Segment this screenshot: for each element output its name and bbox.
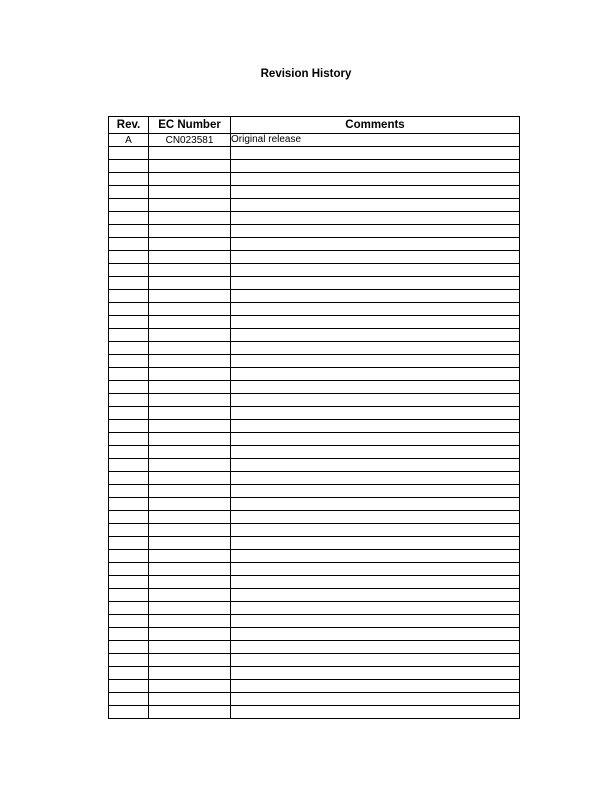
comments-cell <box>231 238 520 251</box>
rev-cell <box>109 355 149 368</box>
table-row <box>109 407 520 420</box>
ec-number-cell <box>149 550 231 563</box>
table-row <box>109 251 520 264</box>
comments-cell <box>231 615 520 628</box>
comments-cell: Original release <box>231 134 520 147</box>
ec-number-cell <box>149 589 231 602</box>
comments-cell <box>231 186 520 199</box>
table-row <box>109 147 520 160</box>
rev-cell <box>109 381 149 394</box>
comments-cell <box>231 667 520 680</box>
rev-cell <box>109 602 149 615</box>
table-row <box>109 602 520 615</box>
ec-number-cell <box>149 654 231 667</box>
table-row <box>109 355 520 368</box>
table-row <box>109 264 520 277</box>
table-row <box>109 303 520 316</box>
table-row <box>109 511 520 524</box>
comments-cell <box>231 485 520 498</box>
table-row <box>109 654 520 667</box>
table-row <box>109 524 520 537</box>
ec-number-cell <box>149 368 231 381</box>
ec-number-cell <box>149 472 231 485</box>
comments-cell <box>231 355 520 368</box>
rev-cell <box>109 563 149 576</box>
ec-number-cell <box>149 628 231 641</box>
table-row <box>109 641 520 654</box>
ec-number-cell <box>149 433 231 446</box>
rev-cell <box>109 537 149 550</box>
table-row <box>109 329 520 342</box>
comments-cell <box>231 602 520 615</box>
table-row <box>109 134 520 147</box>
rev-cell <box>109 680 149 693</box>
rev-cell <box>109 628 149 641</box>
comments-cell <box>231 290 520 303</box>
comments-cell <box>231 420 520 433</box>
table-row <box>109 693 520 706</box>
comments-cell <box>231 641 520 654</box>
ec-number-cell <box>149 212 231 225</box>
table-row <box>109 459 520 472</box>
rev-cell <box>109 160 149 173</box>
comments-cell <box>231 381 520 394</box>
column-header-comments: Comments <box>231 117 520 134</box>
rev-cell <box>109 589 149 602</box>
table-row <box>109 550 520 563</box>
table-row <box>109 368 520 381</box>
table-row <box>109 225 520 238</box>
ec-number-cell <box>149 511 231 524</box>
rev-cell <box>109 238 149 251</box>
ec-number-cell <box>149 225 231 238</box>
rev-cell <box>109 147 149 160</box>
table-row <box>109 667 520 680</box>
ec-number-cell <box>149 667 231 680</box>
comments-cell <box>231 459 520 472</box>
comments-cell <box>231 706 520 719</box>
comments-cell <box>231 537 520 550</box>
rev-cell <box>109 342 149 355</box>
ec-number-cell <box>149 420 231 433</box>
table-row <box>109 680 520 693</box>
rev-cell <box>109 693 149 706</box>
comments-cell <box>231 199 520 212</box>
comments-cell <box>231 303 520 316</box>
ec-number-cell <box>149 563 231 576</box>
ec-number-cell <box>149 147 231 160</box>
table-row <box>109 485 520 498</box>
ec-number-cell <box>149 459 231 472</box>
rev-cell <box>109 316 149 329</box>
revision-history-table <box>108 116 520 719</box>
rev-cell <box>109 511 149 524</box>
rev-cell <box>109 329 149 342</box>
rev-cell <box>109 576 149 589</box>
comments-cell <box>231 472 520 485</box>
comments-cell <box>231 368 520 381</box>
ec-number-cell <box>149 394 231 407</box>
table-row <box>109 563 520 576</box>
comments-cell <box>231 550 520 563</box>
table-row <box>109 537 520 550</box>
page-title: Revision History <box>260 68 352 80</box>
table-row <box>109 238 520 251</box>
comments-cell <box>231 407 520 420</box>
comments-cell <box>231 173 520 186</box>
rev-cell <box>109 173 149 186</box>
table-row <box>109 160 520 173</box>
ec-number-cell <box>149 316 231 329</box>
ec-number-cell <box>149 251 231 264</box>
table-row <box>109 498 520 511</box>
ec-number-cell <box>149 615 231 628</box>
comments-cell <box>231 316 520 329</box>
table-row <box>109 173 520 186</box>
rev-cell <box>109 706 149 719</box>
table-row <box>109 316 520 329</box>
comments-cell <box>231 693 520 706</box>
table-row <box>109 290 520 303</box>
table-row <box>109 706 520 719</box>
table-row <box>109 199 520 212</box>
rev-cell <box>109 498 149 511</box>
table-row <box>109 433 520 446</box>
comments-cell <box>231 160 520 173</box>
ec-number-cell <box>149 680 231 693</box>
ec-number-cell <box>149 355 231 368</box>
ec-number-cell <box>149 407 231 420</box>
rev-cell <box>109 472 149 485</box>
rev-cell <box>109 394 149 407</box>
rev-cell <box>109 186 149 199</box>
column-header-rev: Rev. <box>109 117 149 134</box>
table-header-row <box>109 117 520 134</box>
rev-cell <box>109 524 149 537</box>
rev-cell <box>109 485 149 498</box>
table-row <box>109 446 520 459</box>
comments-cell <box>231 563 520 576</box>
rev-cell <box>109 199 149 212</box>
table-body <box>109 134 520 719</box>
ec-number-cell <box>149 303 231 316</box>
ec-number-cell <box>149 446 231 459</box>
column-header-ec-number: EC Number <box>149 117 231 134</box>
ec-number-cell <box>149 160 231 173</box>
table-row <box>109 628 520 641</box>
rev-cell <box>109 368 149 381</box>
comments-cell <box>231 446 520 459</box>
ec-number-cell <box>149 290 231 303</box>
rev-cell <box>109 654 149 667</box>
comments-cell <box>231 277 520 290</box>
comments-cell <box>231 524 520 537</box>
rev-cell <box>109 420 149 433</box>
comments-cell <box>231 212 520 225</box>
rev-cell <box>109 550 149 563</box>
ec-number-cell <box>149 641 231 654</box>
ec-number-cell <box>149 485 231 498</box>
rev-cell <box>109 264 149 277</box>
ec-number-cell <box>149 186 231 199</box>
comments-cell <box>231 498 520 511</box>
ec-number-cell <box>149 498 231 511</box>
comments-cell <box>231 654 520 667</box>
rev-cell <box>109 641 149 654</box>
ec-number-cell <box>149 277 231 290</box>
table-row <box>109 615 520 628</box>
comments-cell <box>231 329 520 342</box>
ec-number-cell <box>149 706 231 719</box>
ec-number-cell <box>149 381 231 394</box>
ec-number-cell: CN023581 <box>149 134 231 147</box>
rev-cell <box>109 433 149 446</box>
comments-cell <box>231 589 520 602</box>
rev-cell <box>109 615 149 628</box>
ec-number-cell <box>149 173 231 186</box>
table-row <box>109 277 520 290</box>
ec-number-cell <box>149 693 231 706</box>
ec-number-cell <box>149 537 231 550</box>
comments-cell <box>231 251 520 264</box>
table-row <box>109 381 520 394</box>
table-row <box>109 212 520 225</box>
comments-cell <box>231 576 520 589</box>
rev-cell <box>109 225 149 238</box>
table-row <box>109 394 520 407</box>
ec-number-cell <box>149 576 231 589</box>
rev-cell <box>109 212 149 225</box>
comments-cell <box>231 264 520 277</box>
rev-cell <box>109 290 149 303</box>
comments-cell <box>231 628 520 641</box>
comments-cell <box>231 225 520 238</box>
rev-cell: A <box>109 134 149 147</box>
table-row <box>109 186 520 199</box>
rev-cell <box>109 407 149 420</box>
table-row <box>109 576 520 589</box>
comments-cell <box>231 147 520 160</box>
ec-number-cell <box>149 602 231 615</box>
rev-cell <box>109 251 149 264</box>
ec-number-cell <box>149 264 231 277</box>
ec-number-cell <box>149 329 231 342</box>
comments-cell <box>231 394 520 407</box>
table-row <box>109 589 520 602</box>
table-row <box>109 472 520 485</box>
ec-number-cell <box>149 199 231 212</box>
rev-cell <box>109 446 149 459</box>
comments-cell <box>231 680 520 693</box>
comments-cell <box>231 342 520 355</box>
comments-cell <box>231 511 520 524</box>
rev-cell <box>109 277 149 290</box>
comments-cell <box>231 433 520 446</box>
table-row <box>109 420 520 433</box>
ec-number-cell <box>149 238 231 251</box>
ec-number-cell <box>149 342 231 355</box>
rev-cell <box>109 459 149 472</box>
table-row <box>109 342 520 355</box>
ec-number-cell <box>149 524 231 537</box>
rev-cell <box>109 667 149 680</box>
rev-cell <box>109 303 149 316</box>
